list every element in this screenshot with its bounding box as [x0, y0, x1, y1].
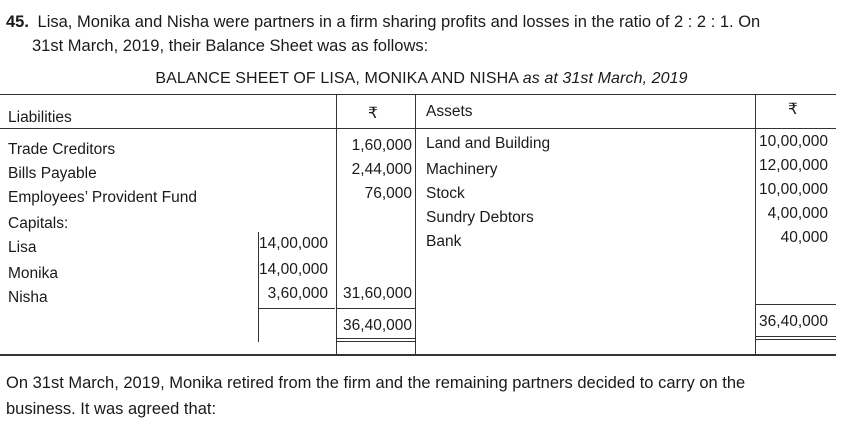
- liab-label-nisha: Nisha: [8, 289, 48, 306]
- liab-rupee-header: ₹: [368, 105, 378, 122]
- liab-total: 36,40,000: [343, 317, 412, 334]
- liab-amount-provident-fund: 76,000: [364, 185, 412, 202]
- asset-amount-bank: 40,000: [780, 229, 828, 246]
- liab-total-double-rule-1: [336, 338, 415, 339]
- table-top-rule: [0, 94, 836, 95]
- asset-label-bank: Bank: [426, 233, 462, 250]
- liab-amount-bills-payable: 2,44,000: [351, 161, 412, 178]
- liab-label-trade-creditors: Trade Creditors: [8, 141, 116, 158]
- asset-amount-sundry-debtors: 4,00,000: [767, 205, 828, 222]
- asset-total-double-rule-1: [755, 336, 836, 337]
- balance-sheet-title-date: as at 31st March, 2019: [522, 70, 688, 87]
- asset-total-double-rule-2: [755, 339, 836, 340]
- liab-amount-capitals: 31,60,000: [343, 285, 412, 302]
- question-line-1: [6, 10, 836, 34]
- asset-label-stock: Stock: [426, 185, 465, 202]
- asset-label-machinery: Machinery: [426, 161, 498, 178]
- liab-label-bills-payable: Bills Payable: [8, 165, 97, 182]
- liab-label-monika: Monika: [8, 265, 58, 282]
- asset-amount-land-building: 10,00,000: [759, 133, 828, 150]
- liabilities-header: Liabilities: [8, 109, 72, 126]
- paragraph-line-2: business. It was agreed that:: [6, 400, 217, 418]
- asset-total: 36,40,000: [759, 313, 828, 330]
- header-bottom-rule: [0, 128, 836, 129]
- liab-sub-total-rule: [258, 308, 335, 309]
- asset-label-sundry-debtors: Sundry Debtors: [426, 209, 534, 226]
- asset-amount-left-rule: [755, 94, 756, 354]
- liab-sub-monika: 14,00,000: [259, 261, 328, 278]
- question-text-line-2: 31st March, 2019, their Balance Sheet was as follows:: [32, 37, 429, 55]
- asset-amount-stock: 10,00,000: [759, 181, 828, 198]
- balance-sheet-title: [0, 70, 843, 88]
- asset-amount-machinery: 12,00,000: [759, 157, 828, 174]
- question-number: 45.: [6, 13, 29, 31]
- liab-label-provident-fund: Employees’ Provident Fund: [8, 189, 197, 206]
- liab-amount-left-rule: [336, 94, 337, 354]
- liab-total-double-rule-2: [336, 341, 415, 342]
- liab-label-lisa: Lisa: [8, 239, 37, 256]
- liab-amount-right-rule: [415, 94, 416, 354]
- assets-header: Assets: [426, 103, 473, 120]
- asset-label-land-building: Land and Building: [426, 135, 551, 152]
- question-text-line-1: Lisa, Monika and Nisha were partners in a firm sharing profits and losses in the ratio of 2 : 2 : 1. On: [37, 13, 761, 31]
- paragraph-line-1: On 31st March, 2019, Monika retired from the firm and the remaining partners decided to carry on the: [6, 374, 746, 392]
- table-bottom-rule: [0, 354, 836, 356]
- balance-sheet-table: [0, 92, 843, 357]
- liab-label-capitals: Capitals:: [8, 215, 69, 232]
- asset-rupee-header: ₹: [788, 101, 798, 118]
- liab-sub-nisha: 3,60,000: [267, 285, 328, 302]
- liab-total-top-rule: [336, 308, 415, 309]
- liab-sub-lisa: 14,00,000: [259, 235, 328, 252]
- liab-amount-trade-creditors: 1,60,000: [351, 137, 412, 154]
- question-text: [6, 10, 836, 58]
- balance-sheet-title-main: BALANCE SHEET OF LISA, MONIKA AND NISHA: [155, 70, 519, 87]
- following-paragraph: [6, 370, 836, 422]
- asset-total-top-rule: [755, 304, 836, 305]
